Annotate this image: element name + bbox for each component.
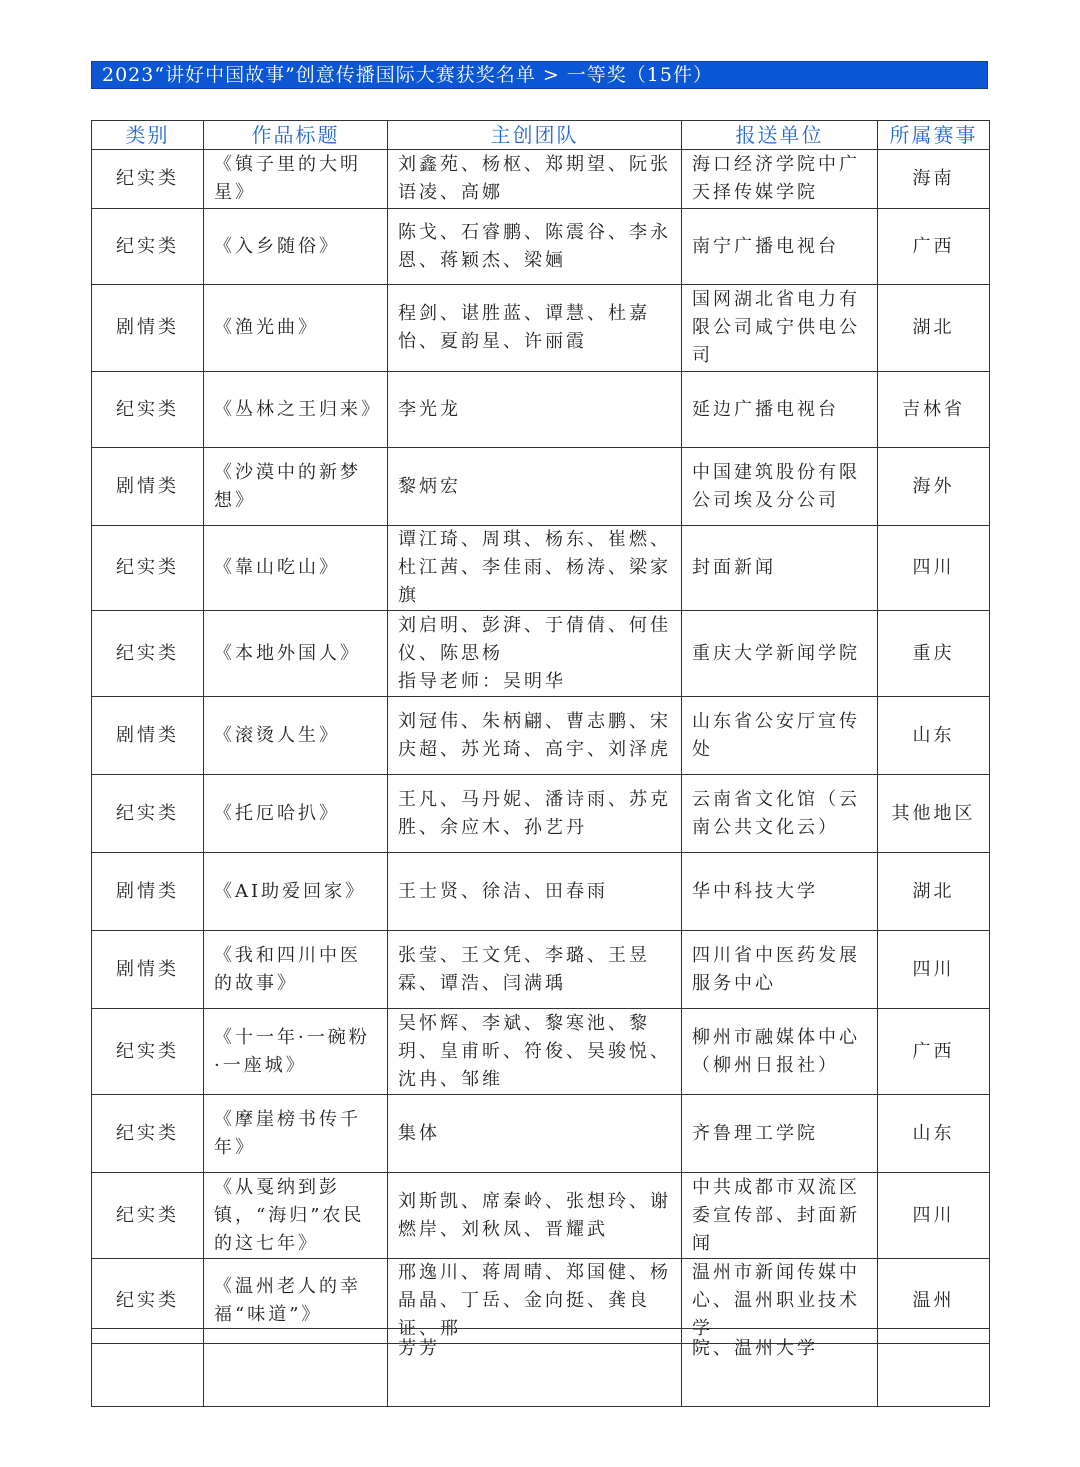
category-cell: 剧情类 (92, 697, 204, 775)
team-cell (388, 697, 682, 775)
table-row (92, 1095, 990, 1173)
team-line: 邢逸川、蒋周晴、郑国健、杨晶晶、丁岳、金向挺、龚良证、邢 (398, 1262, 671, 1339)
table-row (92, 1173, 990, 1259)
table-row (92, 150, 990, 209)
unit-cell: 南宁广播电视台 (682, 209, 878, 285)
category-cell: 纪实类 (92, 1009, 204, 1095)
title-cell: 《丛林之王归来》 (204, 372, 388, 448)
unit-cell: 国网湖北省电力有限公司咸宁供电公司 (682, 285, 878, 372)
unit-cell: 云南省文化馆（云南公共文化云） (682, 775, 878, 853)
team-line: 李光龙 (398, 398, 461, 420)
table-row (92, 1009, 990, 1095)
unit-cell: 海口经济学院中广天择传媒学院 (682, 150, 878, 209)
title-cell: 《十一年·一碗粉·一座城》 (204, 1009, 388, 1095)
table-row (92, 285, 990, 372)
title-cell: 《托厄哈扒》 (204, 775, 388, 853)
region-cell: 湖北 (878, 853, 990, 931)
category-cell: 纪实类 (92, 1259, 204, 1344)
region-cell: 温州 (878, 1259, 990, 1344)
team-cell (388, 931, 682, 1009)
region-cell: 海南 (878, 150, 990, 209)
table-row (92, 931, 990, 1009)
region-cell: 重庆 (878, 611, 990, 697)
header-title: 作品标题 (204, 121, 388, 150)
header-unit: 报送单位 (682, 121, 878, 150)
unit-cell: 中国建筑股份有限公司埃及分公司 (682, 448, 878, 526)
team-line: 程剑、谌胜蓝、谭慧、杜嘉怡、夏韵星、许丽霞 (398, 303, 650, 352)
category-cell: 纪实类 (92, 1173, 204, 1259)
team-cell (388, 209, 682, 285)
team-cell (388, 1173, 682, 1259)
region-cell: 四川 (878, 1173, 990, 1259)
unit-cell: 齐鲁理工学院 (682, 1095, 878, 1173)
team-line: 刘斯凯、席秦岭、张想玲、谢燃岸、刘秋凤、晋耀武 (398, 1190, 671, 1240)
awards-table (91, 120, 990, 1344)
region-cell: 四川 (878, 526, 990, 611)
table-row (92, 853, 990, 931)
table-header-row (92, 121, 990, 150)
category-cell: 剧情类 (92, 853, 204, 931)
team-cell (388, 775, 682, 853)
title-cell: 《镇子里的大明星》 (204, 150, 388, 209)
team-cell (388, 611, 682, 697)
title-cell: 《从戛纳到彭镇，“海归”农民的这七年》 (204, 1173, 388, 1259)
region-cell: 山东 (878, 1095, 990, 1173)
region-cell: 其他地区 (878, 775, 990, 853)
header-team: 主创团队 (388, 121, 682, 150)
category-cell: 纪实类 (92, 775, 204, 853)
continuation-unit-cell: 院、温州大学 (682, 1329, 878, 1407)
team-cell (388, 448, 682, 526)
team-cell (388, 150, 682, 209)
table-row (92, 448, 990, 526)
unit-cell: 柳州市融媒体中心（柳州日报社） (682, 1009, 878, 1095)
team-cell (388, 526, 682, 611)
team-line: 刘启明、彭湃、于倩倩、何佳仪、陈思杨 (398, 614, 671, 664)
team-line: 集体 (398, 1122, 440, 1144)
team-line: 黎炳宏 (398, 475, 461, 497)
title-cell: 《温州老人的幸福“味道”》 (204, 1259, 388, 1344)
title-cell: 《入乡随俗》 (204, 209, 388, 285)
header-category: 类别 (92, 121, 204, 150)
category-cell: 纪实类 (92, 150, 204, 209)
unit-cell: 封面新闻 (682, 526, 878, 611)
table-body (92, 150, 990, 1344)
continuation-team-cell: 芳芳 (388, 1329, 682, 1407)
region-cell: 吉林省 (878, 372, 990, 448)
team-line: 刘冠伟、朱柄翩、曹志鹏、宋庆超、苏光琦、高宇、刘泽虎 (398, 710, 671, 760)
continuation-region-cell (878, 1329, 990, 1407)
team-line: 张莹、王文凭、李璐、王昱霖、谭浩、闫满瑀 (398, 944, 650, 994)
team-cell (388, 372, 682, 448)
continuation-row (92, 1329, 990, 1407)
unit-cell: 华中科技大学 (682, 853, 878, 931)
unit-cell: 温州市新闻传媒中心、温州职业技术学 (682, 1259, 878, 1344)
team-line: 指导老师：吴明华 (398, 670, 566, 692)
title-cell: 《本地外国人》 (204, 611, 388, 697)
team-cell (388, 853, 682, 931)
team-line: 刘鑫苑、杨枢、郑期望、阮张语凌、高娜 (398, 154, 671, 203)
team-line: 王士贤、徐洁、田春雨 (398, 880, 608, 902)
team-cell (388, 1009, 682, 1095)
category-cell: 纪实类 (92, 526, 204, 611)
team-cell (388, 1095, 682, 1173)
region-cell: 广西 (878, 209, 990, 285)
title-cell: 《渔光曲》 (204, 285, 388, 372)
region-cell: 海外 (878, 448, 990, 526)
region-cell: 四川 (878, 931, 990, 1009)
continuation-table (91, 1328, 990, 1407)
unit-cell: 中共成都市双流区委宣传部、封面新闻 (682, 1173, 878, 1259)
unit-cell: 山东省公安厅宣传处 (682, 697, 878, 775)
table-row (92, 372, 990, 448)
unit-cell: 四川省中医药发展服务中心 (682, 931, 878, 1009)
team-line: 吴怀辉、李斌、黎寒池、黎玥、皇甫昕、符俊、吴骏悦、沈冉、邹维 (398, 1012, 671, 1090)
unit-cell: 延边广播电视台 (682, 372, 878, 448)
header-region: 所属赛事 (878, 121, 990, 150)
region-cell: 湖北 (878, 285, 990, 372)
title-cell: 《滚烫人生》 (204, 697, 388, 775)
title-cell: 《沙漠中的新梦想》 (204, 448, 388, 526)
table-row (92, 209, 990, 285)
team-line: 陈戈、石睿鹏、陈震谷、李永恩、蒋颖杰、梁婳 (398, 221, 671, 271)
category-cell: 剧情类 (92, 448, 204, 526)
region-cell: 山东 (878, 697, 990, 775)
category-cell: 纪实类 (92, 611, 204, 697)
region-cell: 广西 (878, 1009, 990, 1095)
category-cell: 纪实类 (92, 209, 204, 285)
continuation-category-cell (92, 1329, 204, 1407)
unit-cell: 重庆大学新闻学院 (682, 611, 878, 697)
team-line: 王凡、马丹妮、潘诗雨、苏克胜、余应木、孙艺丹 (398, 788, 671, 838)
page-banner: 2023“讲好中国故事”创意传播国际大赛获奖名单 > 一等奖（15件） (91, 61, 988, 89)
category-cell: 纪实类 (92, 372, 204, 448)
title-cell: 《我和四川中医的故事》 (204, 931, 388, 1009)
table-row (92, 526, 990, 611)
title-cell: 《AI助爱回家》 (204, 853, 388, 931)
table-row (92, 697, 990, 775)
category-cell: 剧情类 (92, 931, 204, 1009)
title-cell: 《摩崖榜书传千年》 (204, 1095, 388, 1173)
table-row (92, 611, 990, 697)
continuation-title-cell (204, 1329, 388, 1407)
title-cell: 《靠山吃山》 (204, 526, 388, 611)
category-cell: 纪实类 (92, 1095, 204, 1173)
table-row (92, 775, 990, 853)
team-line: 谭江琦、周琪、杨东、崔燃、杜江茜、李佳雨、杨涛、梁家旗 (398, 529, 671, 606)
team-cell (388, 285, 682, 372)
category-cell: 剧情类 (92, 285, 204, 372)
